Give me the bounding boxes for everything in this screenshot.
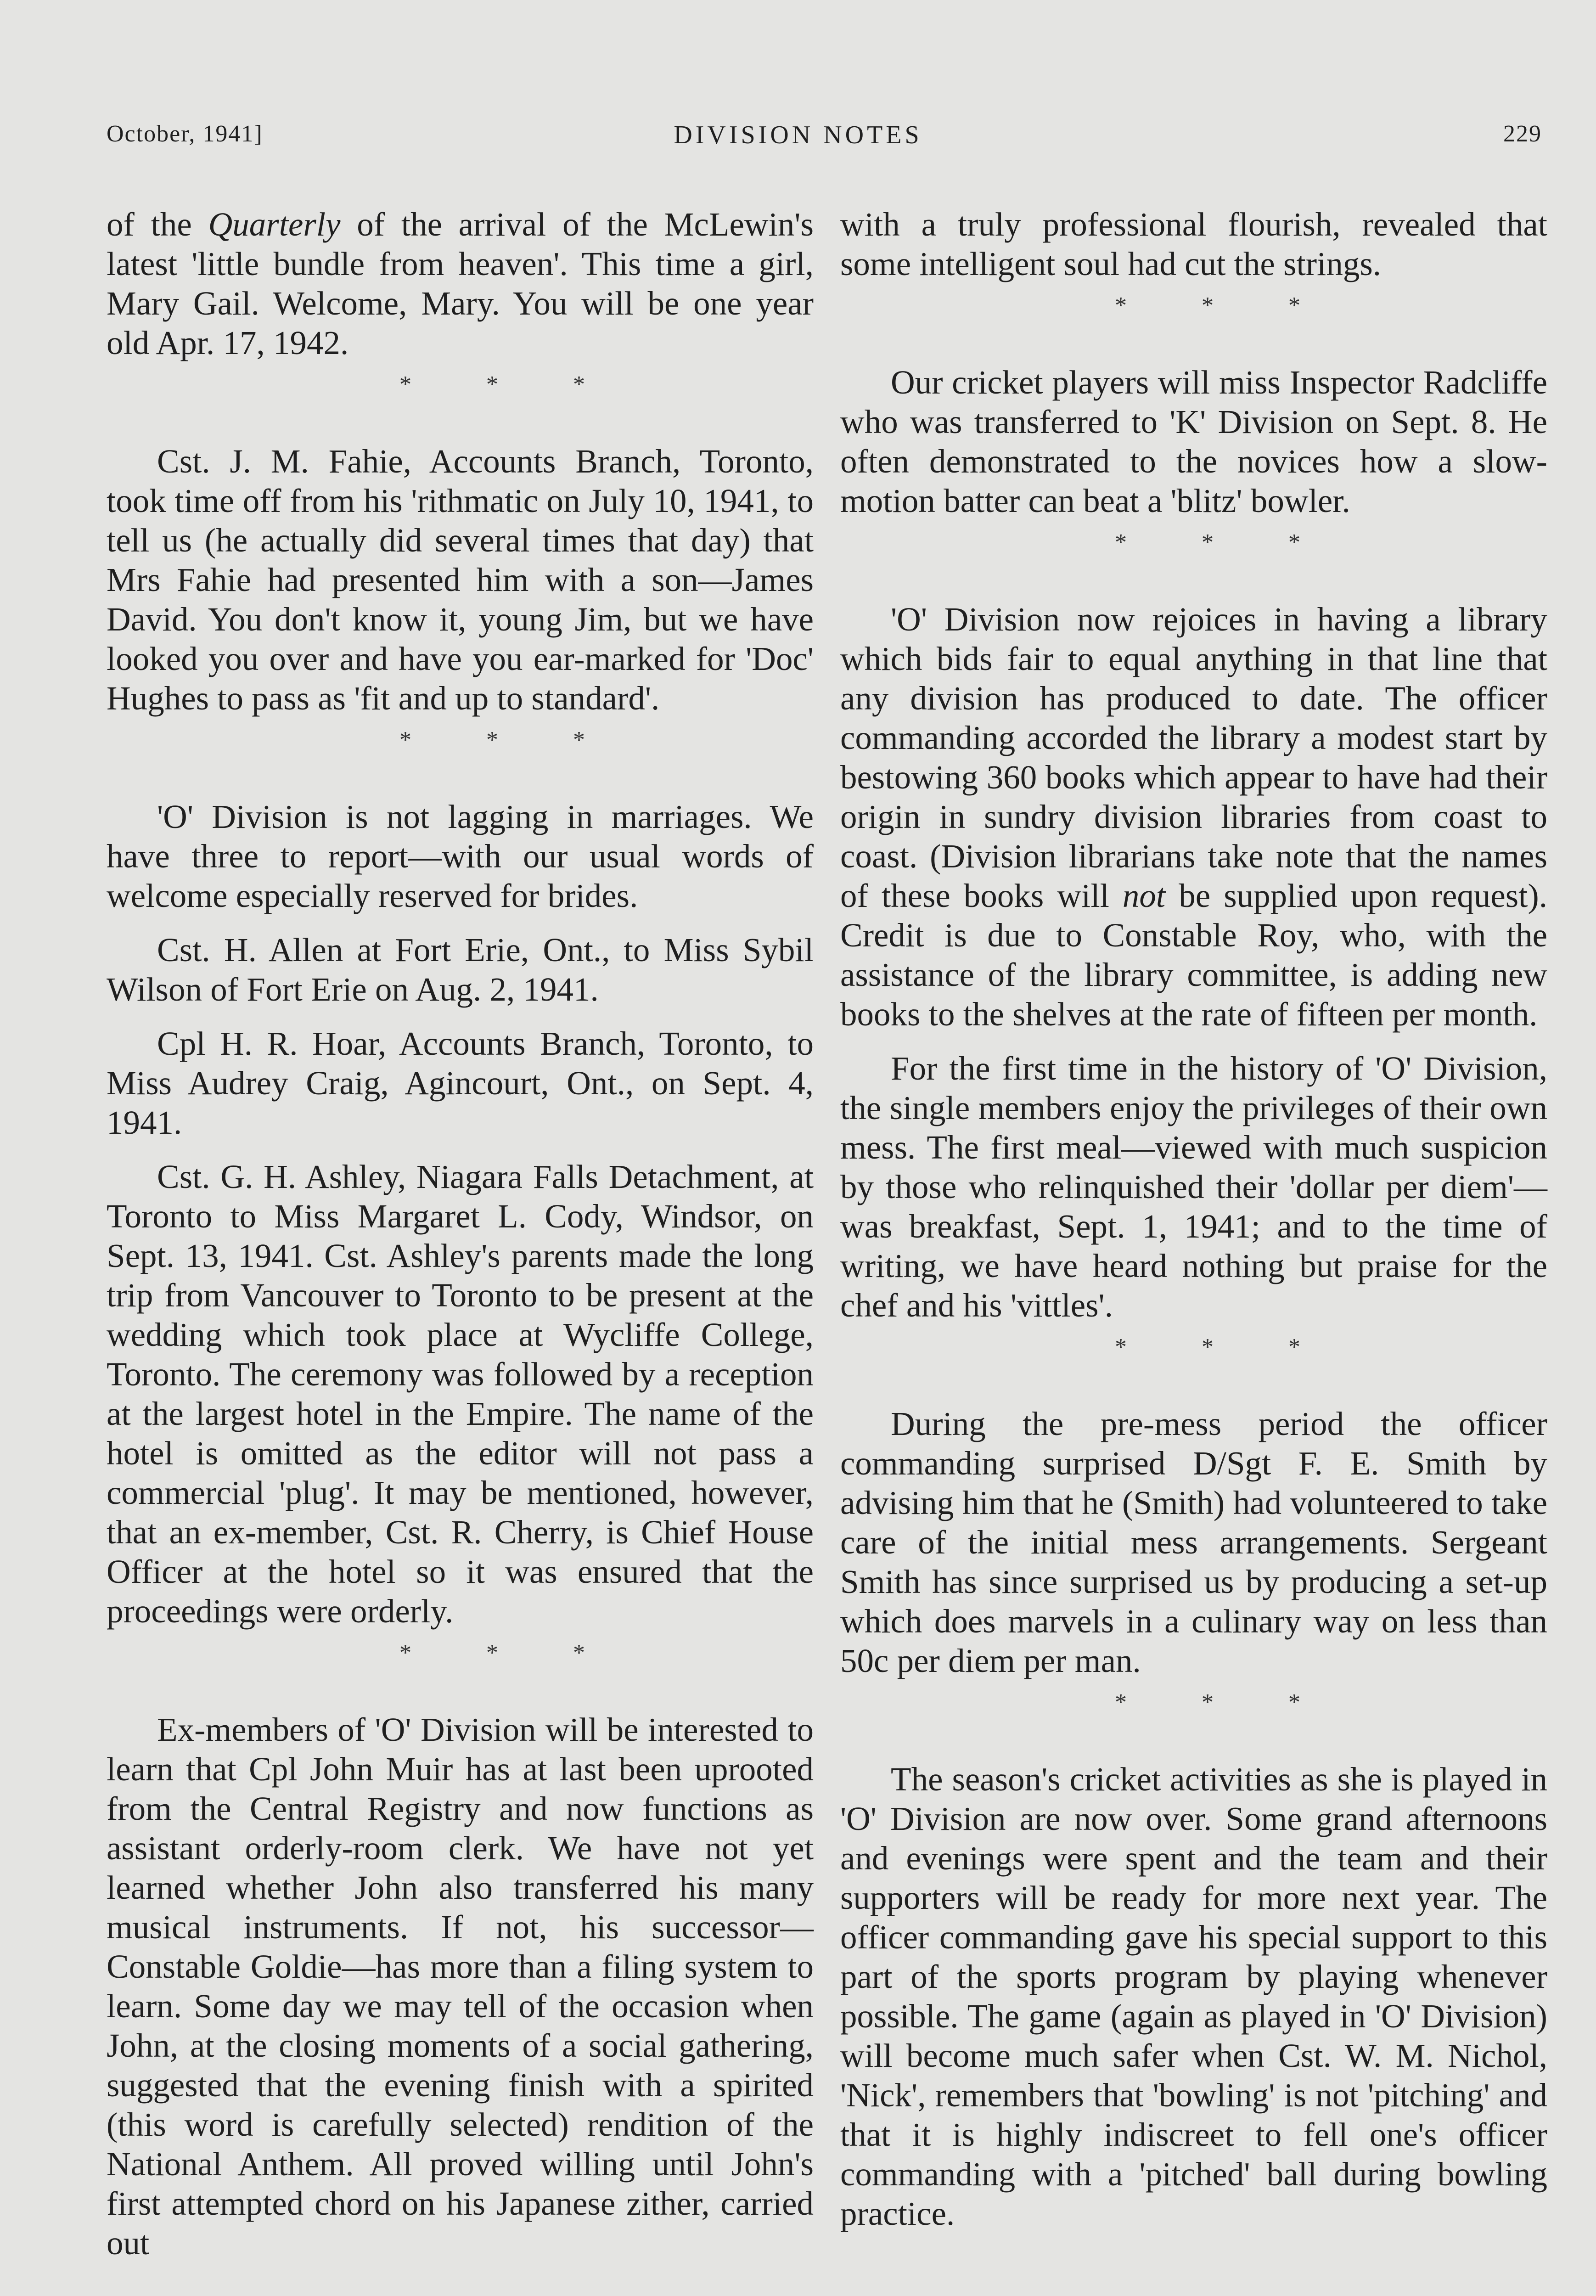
paragraph-ashley-marriage: Cst. G. H. Ashley, Niagara Falls Detachment, at Toronto to Miss Margaret L. Cody, Windsor, on Sept. 13, 1941. Cst. Ashley's parents made the long trip from Vancouver to Toronto to be present at the wedding which took place at Wycliffe College, Toronto. The ceremony was followed by a reception at the largest hotel in the Empire. The name of the hotel is omitted as the editor will not pass a commercial 'plug'. It may be mentioned, however, that an ex-member, Cst. R. Cherry, is Chief House Officer at the hotel so it was ensured that the proceedings were orderly. [107,1158,814,1630]
paragraph-pre-mess: During the pre-mess period the officer commanding surprised D/Sgt F. E. Smith by advising him that he (Smith) had volunteered to take care of the initial mess arrangements. Sergeant Smith has since surprised us by producing a set-up which does marvels in a culinary way on less than 50c per diem per man. [840,1405,1547,1679]
section-separator: * * * [399,371,585,398]
paragraph-muir-transfer: Ex-members of 'O' Division will be interested to learn that Cpl John Muir has at last been uprooted from the Central Registry and now functions as assistant orderly-room clerk. We have not yet learned whether John also transferred his many musical instruments. If not, his successor—Constable Goldie—has more than a filing system to learn. Some day we may tell of the occasion when John, at the closing moments of a social gathering, suggested that the evening finish with a spirited (this word is carefully selected) rendition of the National Anthem. All proved willing until John's first attempted chord on his Japanese zither, carried out [107,1711,814,2262]
section-separator: * * * [1115,293,1300,319]
section-separator: * * * [399,1640,585,1666]
paragraph-allen-marriage: Cst. H. Allen at Fort Erie, Ont., to Miss Sybil Wilson of Fort Erie on Aug. 2, 1941. [107,931,814,1008]
section-separator: * * * [399,727,585,753]
page-number: 229 [1503,121,1542,147]
paragraph-radcliffe-transfer: Our cricket players will miss Inspector Radcliffe who was transferred to 'K' Division on Sept. 8. He often demonstrated to the novices how a slow-motion batter can beat a 'blitz' bowler. [840,364,1547,519]
paragraph-cricket-season: The season's cricket activities as she is played in 'O' Division are now over. Some grand afternoons and evenings were spent and the team and their supporters will be ready for more next year. The officer commanding gave his special support to this part of the sports program by playing whenever possible. The game (again as played in 'O' Division) will become much safer when Cst. W. M. Nichol, 'Nick', remembers that 'bowling' is not 'pitching' and that it is highly indiscreet to fell one's officer commanding with a 'pitched' ball during bowling practice. [840,1761,1547,2232]
quarterly-italic: Quarterly [208,206,341,243]
section-separator: * * * [1115,1334,1300,1360]
section-separator: * * * [1115,1689,1300,1716]
paragraph-mess: For the first time in the history of 'O' Division, the single members enjoy the privileges of their own mess. The first meal—viewed with much suspicion by those who relinquished their 'dollar per diem'—was breakfast, Sept. 1, 1941; and to the time of writing, we have heard nothing but praise for the chef and his 'vittles'. [840,1050,1547,1324]
section-title: DIVISION NOTES [674,121,922,149]
paragraph-marriages-intro: 'O' Division is not lagging in marriages. We have three to report—with our usual words of welcome especially reserved for brides. [107,798,814,914]
issue-date: October, 1941] [107,121,263,147]
paragraph-library: 'O' Division now rejoices in having a library which bids fair to equal anything in that line that any division has produced to date. The officer commanding accorded the library a modest start by bestowing 360 books which appear to have had their origin in sundry division libraries from coast to coast. (Division librarians take note that the names of these books will not be supplied upon request). Credit is due to Constable Roy, who, with the assistance of the library committee, is adding new books to the shelves at the rate of fifteen per month. [840,601,1547,1033]
paragraph-zither-conclusion: with a truly professional flourish, revealed that some intelligent soul had cut the strings. [840,206,1547,282]
paragraph-hoar-marriage: Cpl H. R. Hoar, Accounts Branch, Toronto, to Miss Audrey Craig, Agincourt, Ont., on Sept. 4, 1941. [107,1025,814,1141]
not-italic: not [1122,877,1166,914]
paragraph-mclewin-birth: of the Quarterly of the arrival of the McLewin's latest 'little bundle from heaven'. This time a girl, Mary Gail. Welcome, Mary. You will be one year old Apr. 17, 1942. [107,206,814,361]
section-separator: * * * [1115,529,1300,556]
paragraph-fahie-birth: Cst. J. M. Fahie, Accounts Branch, Toronto, took time off from his 'rithmatic on July 10, 1941, to tell us (he actually did several times that day) that Mrs Fahie had presented him with a son—James David. You don't know it, young Jim, but we have looked you over and have you ear-marked for 'Doc' Hughes to pass as 'fit and up to standard'. [107,443,814,717]
right-column [840,205,1547,2234]
left-column [107,205,814,2263]
running-header [0,120,1596,157]
